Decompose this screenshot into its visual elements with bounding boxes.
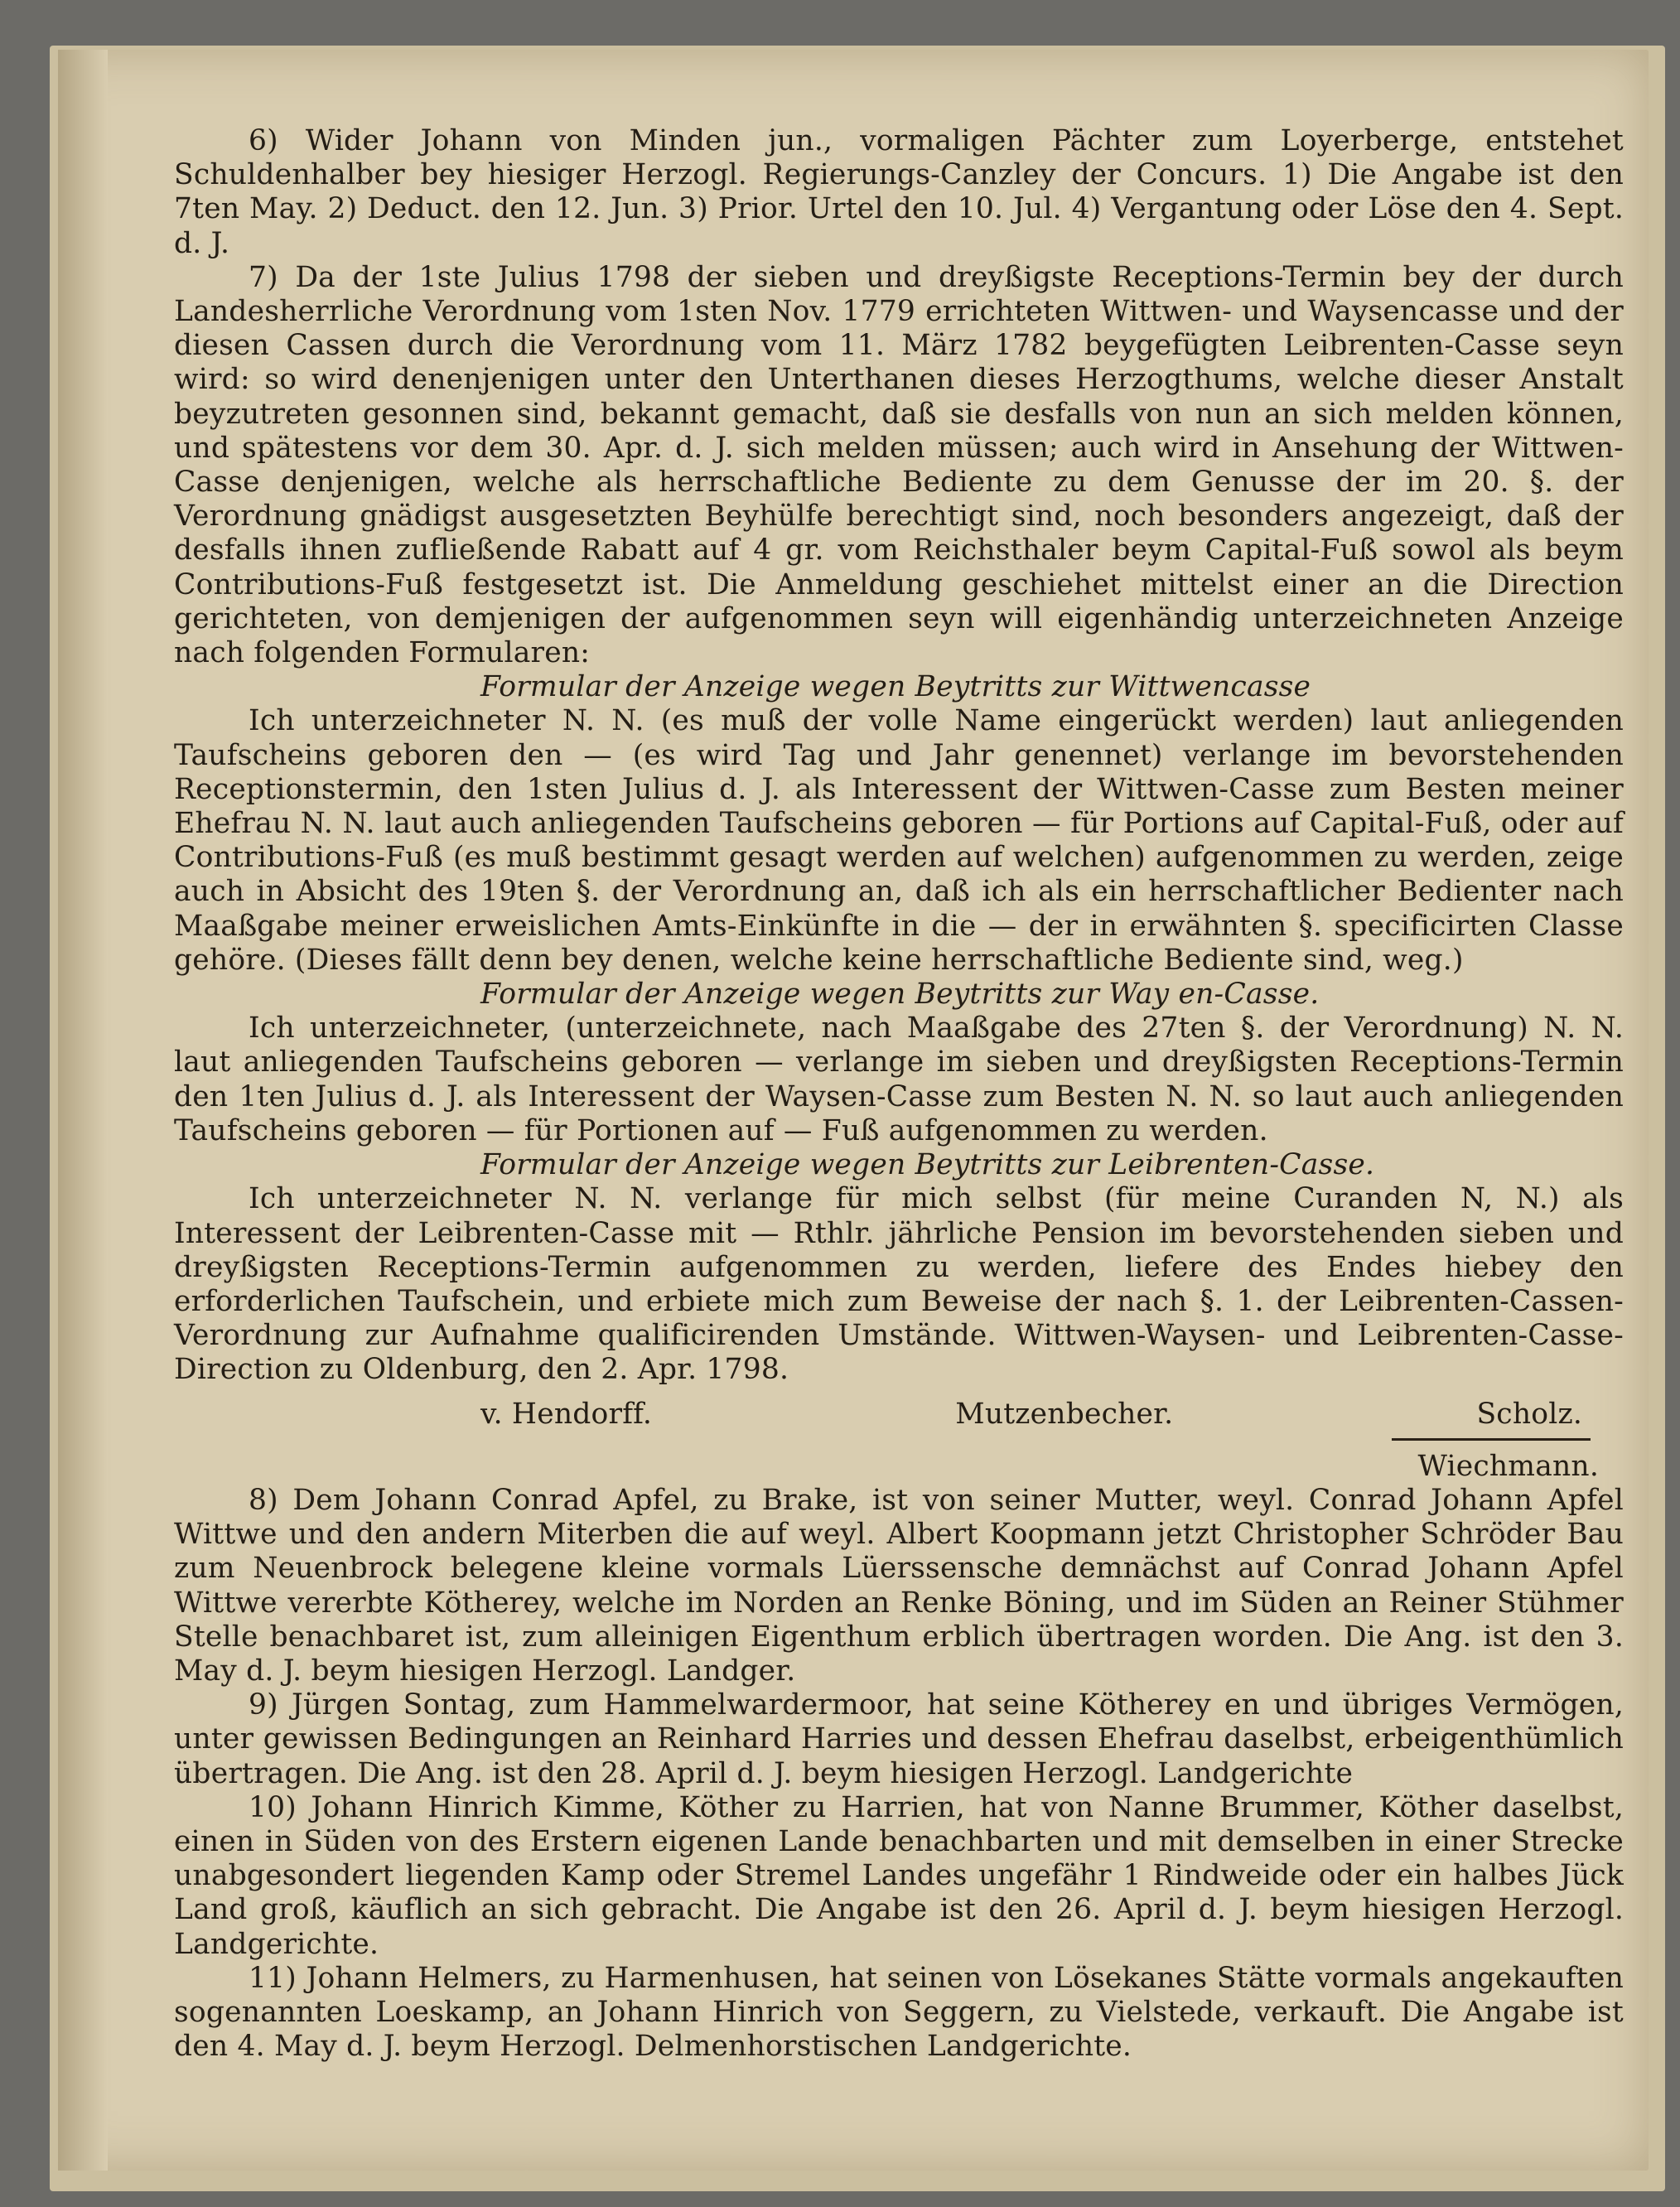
form-text-waysencasse: Ich unterzeichneter, (unterzeichnete, nach Maaßgabe des 27ten §. der Verordnung) N. N. laut anliegenden Taufscheins geboren — verlange im sieben und dreyßigsten Receptions-Termin den 1ten Julius d. J. als Interessent der Waysen-Casse zum Besten N. N. so laut auch anliegenden Taufscheins geboren — für Portionen auf — Fuß aufgenommen zu werden.: [174, 1012, 1624, 1147]
form-text-wittwencasse: Ich unterzeichneter N. N. (es muß der volle Name eingerückt werden) laut anliegenden Taufscheins geboren den — (es wird Tag und Jahr genennet) verlange im bevorstehenden Receptionstermin, den 1sten Julius d. J. als Interessent der Wittwen-Casse zum Besten meiner Ehefrau N. N. laut auch anliegenden Taufscheins geboren — für Portions auf Capital-Fuß, oder auf Contributions-Fuß (es muß bestimmt gesagt werden auf welchen) aufgenommen zu werden, zeige auch in Absicht des 19ten §. der Verordnung an, daß ich als ein herrschaftlicher Bedienter nach Maaßgabe meiner erweislichen Amts-Einkünfte in die — der in erwähnten §. specificirten Classe gehöre. (Dieses fällt denn bey denen, welche keine herrschaftliche Bediente sind, weg.): [174, 704, 1624, 977]
signature-scholz: Scholz.: [1476, 1397, 1582, 1431]
paragraph-11: 11) Johann Helmers, zu Harmenhusen, hat seinen von Lösekanes Stätte vormals angekauften sogenannten Loeskamp, an Johann Hinrich von Seggern, zu Vielstede, verkauft. Die Angabe ist den 4. May d. J. beym Herzogl. Delmenhorstischen Landgerichte.: [174, 1961, 1624, 2064]
page-gutter: [58, 50, 108, 2171]
signature-mutzenbecher: Mutzenbecher.: [955, 1397, 1174, 1431]
form-heading-waysencasse: Formular der Anzeige wegen Beytritts zur Way en-Casse.: [480, 978, 1320, 1012]
paragraph-8: 8) Dem Johann Conrad Apfel, zu Brake, ist von seiner Mutter, weyl. Conrad Johann Apfel Wittwe und den andern Miterben die auf weyl. Albert Koopmann jetzt Christopher Schröder Bau zum Neuenbrock belegene kleine vormals Lüerssensche demnächst auf Conrad Johann Apfel Wittwe vererbte Kötherey, welche im Norden an Renke Böning, und im Süden an Reiner Stühmer Stelle benachbaret ist, zum alleinigen Eigenthum erblich übertragen worden. Die Ang. ist den 3. May d. J. beym hiesigen Herzogl. Landger.: [174, 1483, 1624, 1688]
paragraph-10: 10) Johann Hinrich Kimme, Köther zu Harrien, hat von Nanne Brummer, Köther daselbst, einen in Süden von des Erstern eigenen Lande benachbarten und mit demselben in einer Strecke unabgesondert liegenden Kamp oder Stremel Landes ungefähr 1 Rindweide oder ein halbes Jück Land groß, käuflich an sich gebracht. Die Angabe ist den 26. April d. J. beym hiesigen Herzogl. Landgerichte.: [174, 1790, 1624, 1961]
document-text: [174, 124, 1624, 2064]
paragraph-9: 9) Jürgen Sontag, zum Hammelwardermoor, hat seine Kötherey en und übriges Vermögen, unter gewissen Bedingungen an Reinhard Harries und dessen Ehefrau daselbst, erbeigenthümlich übertragen. Die Ang. ist den 28. April d. J. beym hiesigen Herzogl. Landgerichte: [174, 1688, 1624, 1790]
signature-extra: [174, 1450, 1624, 1484]
form-text-leibrentencasse: Ich unterzeichneter N. N. verlange für mich selbst (für meine Curanden N, N.) als Interessent der Leibrenten-Casse mit — Rthlr. jährliche Pension im bevorstehenden sieben und dreyßigsten Receptions-Termin aufgenommen zu werden, liefere des Endes hiebey den erforderlichen Taufschein, und erbiete mich zum Beweise der nach §. 1. der Leibrenten-Cassen-Verordnung zur Aufnahme qualificirenden Umstände. Wittwen-Waysen- und Leibrenten-Casse-Direction zu Oldenburg, den 2. Apr. 1798.: [174, 1182, 1624, 1387]
paragraph-6: 6) Wider Johann von Minden jun., vormaligen Pächter zum Loyerberge, entstehet Schuldenhalber bey hiesiger Herzogl. Regierungs-Canzley der Concurs. 1) Die Angabe ist den 7ten May. 2) Deduct. den 12. Jun. 3) Prior. Urtel den 10. Jul. 4) Vergantung oder Löse den 4. Sept. d. J.: [174, 124, 1624, 260]
paragraph-7: 7) Da der 1ste Julius 1798 der sieben und dreyßigste Receptions-Termin bey der durch Landesherrliche Verordnung vom 1sten Nov. 1779 errichteten Wittwen- und Waysencasse und der diesen Cassen durch die Verordnung vom 11. März 1782 beygefügten Leibrenten-Casse seyn wird: so wird denenjenigen unter den Unterthanen dieses Herzogthums, welche dieser Anstalt beyzutreten gesonnen sind, bekannt gemacht, daß sie desfalls von nun an sich melden können, und spätestens vor dem 30. Apr. d. J. sich melden müssen; auch wird in Ansehung der Wittwen-Casse denjenigen, welche als herrschaftliche Bediente zu dem Genusse der im 20. §. der Verordnung gnädigst ausgesetzten Beyhülfe berechtigt sind, noch besonders angezeigt, daß der desfalls ihnen zufließende Rabatt auf 4 gr. vom Reichsthaler beym Capital-Fuß sowol als beym Contributions-Fuß festgesetzt ist. Die Anmeldung geschiehet mittelst einer an die Direction gerichteten, von demjenigen der aufgenommen seyn will eigenhändig unterzeichneten Anzeige nach folgenden Formularen:: [174, 260, 1624, 670]
form-heading-wittwencasse: Formular der Anzeige wegen Beytritts zur Wittwencasse: [480, 670, 1311, 704]
signature-row: [174, 1398, 1624, 1432]
signature-hendorff: v. Hendorff.: [480, 1397, 653, 1431]
form-heading-leibrentencasse: Formular der Anzeige wegen Beytritts zur Leibrenten-Casse.: [480, 1148, 1375, 1182]
signature-wiechmann: Wiechmann.: [1417, 1449, 1599, 1483]
signature-rule: [1392, 1438, 1591, 1441]
